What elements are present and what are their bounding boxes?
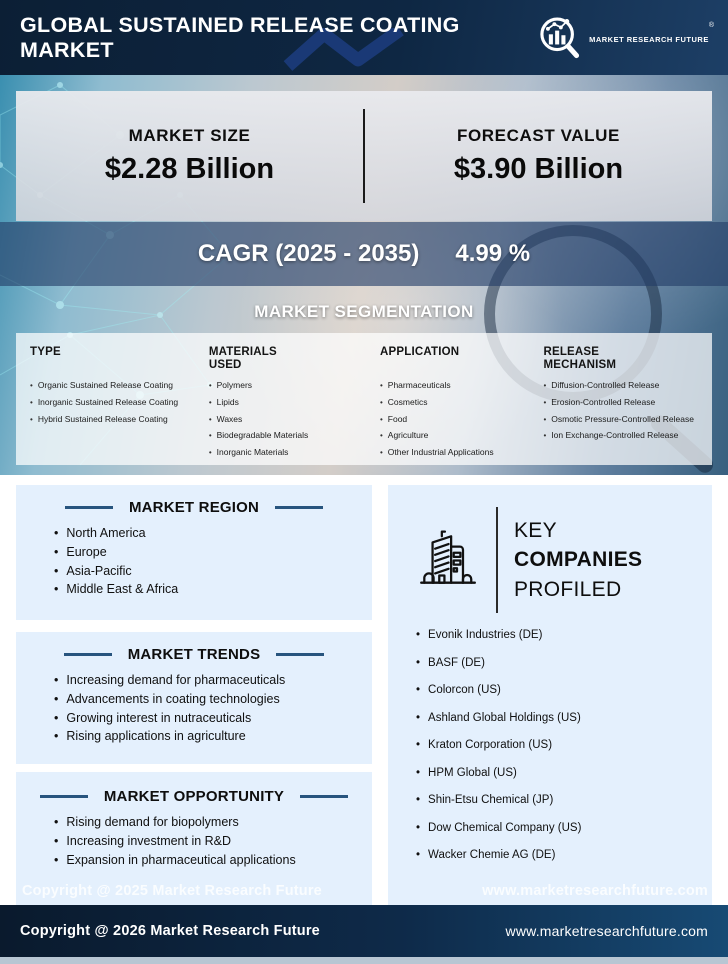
header <box>0 0 728 75</box>
segmentation-title: MARKET SEGMENTATION <box>254 302 474 321</box>
segmentation-column-application <box>380 346 533 465</box>
watermark-website: www.marketresearchfuture.com <box>482 883 708 899</box>
segmentation-heading: MATERIALS USED <box>208 346 277 371</box>
segmentation-list <box>209 381 370 458</box>
list-item: • Food <box>380 415 533 425</box>
market-trends-title: MARKET TRENDS <box>127 646 261 663</box>
market-region-title-row <box>32 499 356 516</box>
segmentation-column-type <box>30 346 199 465</box>
key-companies-header <box>414 507 694 613</box>
segmentation-list <box>380 381 533 458</box>
list-item: • Biodegradable Materials <box>209 431 370 441</box>
footer-copyright: Copyright @ 2026 Market Research Future <box>20 923 320 939</box>
list-item: • Ashland Global Holdings (US) <box>416 712 694 724</box>
key-companies-title-line2: COMPANIES <box>514 548 643 572</box>
list-item: • Increasing investment in R&D <box>54 834 356 849</box>
market-opportunity-title-row <box>32 788 356 805</box>
list-item: • Expansion in pharmaceutical applications <box>54 853 356 868</box>
footer-website: www.marketresearchfuture.com <box>505 923 708 939</box>
list-item: • Hybrid Sustained Release Coating <box>30 415 199 425</box>
list-item: • Increasing demand for pharmaceuticals <box>54 673 356 688</box>
vertical-divider <box>496 507 498 613</box>
key-companies-title-line3: PROFILED <box>514 577 622 601</box>
page-title-line1: GLOBAL SUSTAINED RELEASE COATING <box>20 13 460 38</box>
market-region-title: MARKET REGION <box>128 499 260 516</box>
list-item: • Ion Exchange-Controlled Release <box>543 431 700 441</box>
title-dash-left <box>64 653 112 656</box>
forecast-value-label: FORECAST VALUE <box>457 126 620 145</box>
market-trends-panel <box>16 632 372 764</box>
list-item: • Pharmaceuticals <box>380 381 533 391</box>
list-item: • Inorganic Sustained Release Coating <box>30 398 199 408</box>
market-region-panel <box>16 485 372 620</box>
list-item: • BASF (DE) <box>416 657 694 669</box>
cagr-band <box>0 222 728 286</box>
key-companies-title <box>514 516 642 604</box>
title-dash-right <box>275 506 323 509</box>
market-size-value: $2.28 Billion <box>104 153 275 185</box>
market-size-block <box>16 126 363 186</box>
list-item: • Asia-Pacific <box>54 564 356 579</box>
cagr-value: 4.99 % <box>455 240 531 267</box>
title-dash-left <box>40 795 88 798</box>
segmentation-column-release-mechanism <box>543 346 700 465</box>
list-item: • Rising applications in agriculture <box>54 729 356 744</box>
list-item: • Diffusion-Controlled Release <box>543 381 700 391</box>
building-icon <box>414 527 480 593</box>
key-companies-title-line1: KEY <box>514 518 557 542</box>
segmentation-panel <box>16 333 712 465</box>
list-item: • Other Industrial Applications <box>380 448 533 458</box>
list-item: • Shin-Etsu Chemical (JP) <box>416 794 694 806</box>
list-item: • Dow Chemical Company (US) <box>416 822 694 834</box>
magnifier-chart-icon <box>535 13 583 63</box>
list-item: • HPM Global (US) <box>416 767 694 779</box>
footer <box>0 905 728 957</box>
registered-mark: ® <box>708 21 714 29</box>
list-item: • Erosion-Controlled Release <box>543 398 700 408</box>
cagr-label: CAGR (2025 - 2035) <box>197 240 420 267</box>
list-item: • Agriculture <box>380 431 533 441</box>
segmentation-heading: RELEASE MECHANISM <box>543 346 617 371</box>
key-companies-panel <box>388 485 712 905</box>
list-item: • Rising demand for biopolymers <box>54 815 356 830</box>
list-item: • Middle East & Africa <box>54 582 356 597</box>
list-item: • Waxes <box>209 415 370 425</box>
brand-logo <box>535 13 714 63</box>
forecast-value-block <box>365 126 712 186</box>
left-column <box>16 485 372 905</box>
list-item: • Kraton Corporation (US) <box>416 739 694 751</box>
list-item: • Evonik Industries (DE) <box>416 629 694 641</box>
list-item: • Osmotic Pressure-Controlled Release <box>543 415 700 425</box>
market-size-label: MARKET SIZE <box>128 126 251 145</box>
list-item: • Cosmetics <box>380 398 533 408</box>
list-item: • Inorganic Materials <box>209 448 370 458</box>
title-dash-left <box>65 506 113 509</box>
brand-logo-text <box>589 21 714 47</box>
forecast-value-value: $3.90 Billion <box>453 153 624 185</box>
segmentation-list <box>30 381 199 424</box>
market-trends-title-row <box>32 646 356 663</box>
segmentation-heading: TYPE <box>30 346 61 358</box>
title-dash-right <box>276 653 324 656</box>
market-trends-list <box>32 673 356 745</box>
bottom-strip <box>0 957 728 964</box>
lower-section <box>0 475 728 905</box>
page-title <box>20 13 460 61</box>
list-item: • Organic Sustained Release Coating <box>30 381 199 391</box>
hero-section <box>0 75 728 475</box>
list-item: • Europe <box>54 545 356 560</box>
list-item: • Colorcon (US) <box>416 684 694 696</box>
market-opportunity-list <box>32 815 356 868</box>
companies-list <box>410 629 694 861</box>
watermark-copyright: Copyright @ 2025 Market Research Future <box>22 883 322 899</box>
list-item: • North America <box>54 526 356 541</box>
list-item: • Lipids <box>209 398 370 408</box>
list-item: • Growing interest in nutraceuticals <box>54 711 356 726</box>
page-title-line2: MARKET <box>20 37 114 62</box>
segmentation-heading: APPLICATION <box>379 346 460 358</box>
list-item: • Advancements in coating technologies <box>54 692 356 707</box>
market-opportunity-title: MARKET OPPORTUNITY <box>103 788 285 805</box>
stat-panel <box>16 91 712 221</box>
list-item: • Wacker Chemie AG (DE) <box>416 849 694 861</box>
market-region-list <box>32 526 356 598</box>
segmentation-column-materials <box>209 346 370 465</box>
title-dash-right <box>300 795 348 798</box>
segmentation-list <box>543 381 700 441</box>
brand-name: MARKET RESEARCH FUTURE <box>589 34 709 44</box>
list-item: • Polymers <box>209 381 370 391</box>
